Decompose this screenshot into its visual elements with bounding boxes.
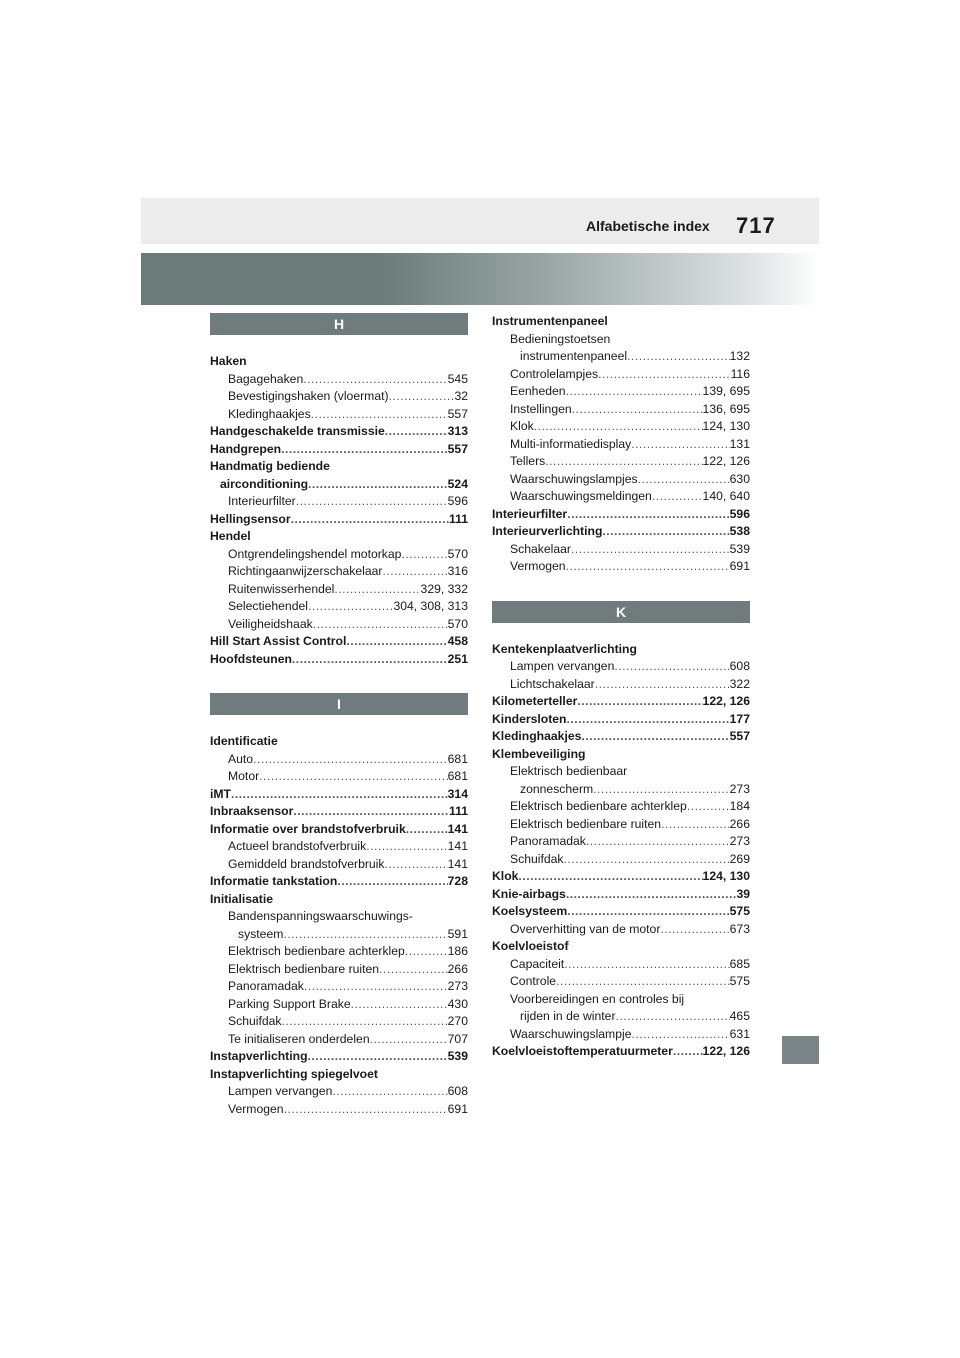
index-subentry-continued: zonnescherm ..... 273 (492, 781, 750, 799)
index-subentry-continued: systeem ..... 591 (210, 926, 468, 944)
index-subentry: Oververhitting van de motor ..... 673 (492, 921, 750, 939)
index-entry: Hellingsensor ..... 111 (210, 511, 468, 529)
index-subentry: Klok ..... 124, 130 (492, 418, 750, 436)
index-entry: Kilometerteller ..... 122, 126 (492, 693, 750, 711)
index-subentry: Interieurfilter ..... 596 (210, 493, 468, 511)
letter-heading-h: H (210, 313, 468, 335)
index-subentry-continued: rijden in de winter ..... 465 (492, 1008, 750, 1026)
section-title: Alfabetische index (586, 218, 710, 234)
index-subentry: Bedieningstoetsen (510, 331, 611, 346)
page-number: 717 (736, 213, 776, 238)
index-subentry: Lichtschakelaar ..... 322 (492, 676, 750, 694)
index-subentry: Actueel brandstofverbruik ..... 141 (210, 838, 468, 856)
index-entry: Interieurfilter ..... 596 (492, 506, 750, 524)
index-entry: Koelsysteem ..... 575 (492, 903, 750, 921)
index-entry: iMT ..... 314 (210, 786, 468, 804)
index-entry: Hendel (210, 529, 251, 543)
index-subentry: Vermogen ..... 691 (492, 558, 750, 576)
index-entry: Klembeveiliging (492, 746, 586, 761)
index-subentry: Lampen vervangen ..... 608 (492, 658, 750, 676)
chapter-tab (782, 1036, 819, 1064)
index-column-right (492, 313, 750, 1061)
index-entry: Hoofdsteunen ..... 251 (210, 651, 468, 669)
index-entry: Klok ..... 124, 130 (492, 868, 750, 886)
index-entry: Handmatig bediende (210, 459, 330, 473)
index-subentry: Tellers ..... 122, 126 (492, 453, 750, 471)
index-entry: Handgrepen ..... 557 (210, 441, 468, 459)
index-subentry: Selectiehendel ..... 304, 308, 313 (210, 598, 468, 616)
index-entry: Hill Start Assist Control ..... 458 (210, 633, 468, 651)
index-subentry: Capaciteit ..... 685 (492, 956, 750, 974)
index-subentry: Bandenspanningswaarschuwings- (228, 909, 413, 923)
index-entry: Kindersloten ..... 177 (492, 711, 750, 729)
index-subentry: Elektrisch bedienbaar (510, 764, 628, 778)
index-subentry: Elektrisch bedienbare ruiten ..... 266 (210, 961, 468, 979)
index-entry: Informatie tankstation ..... 728 (210, 873, 468, 891)
index-subentry: Controle ..... 575 (492, 973, 750, 991)
index-subentry: Waarschuwingsmeldingen ..... 140, 640 (492, 488, 750, 506)
index-subentry: Parking Support Brake ..... 430 (210, 996, 468, 1014)
index-subentry: Bagagehaken ..... 545 (210, 371, 468, 389)
index-subentry: Auto ..... 681 (210, 751, 468, 769)
index-entry: Koelvloeistof (492, 939, 569, 953)
index-subentry: Waarschuwingslampjes ..... 630 (492, 471, 750, 489)
index-subentry: Elektrisch bedienbare achterklep ..... 184 (492, 798, 750, 816)
index-entry: Informatie over brandstofverbruik ..... 141 (210, 821, 468, 839)
index-entry: Inbraaksensor ..... 111 (210, 803, 468, 821)
index-subentry: Ontgrendelingshendel motorkap ..... 570 (210, 546, 468, 564)
letter-heading-i: I (210, 693, 468, 715)
index-subentry: Lampen vervangen ..... 608 (210, 1083, 468, 1101)
index-subentry: Elektrisch bedienbare ruiten ..... 266 (492, 816, 750, 834)
index-subentry: Veiligheidshaak ..... 570 (210, 616, 468, 634)
header-banner (141, 253, 819, 305)
index-subentry: Eenheden ..... 139, 695 (492, 383, 750, 401)
index-subentry-continued: instrumentenpaneel ..... 132 (492, 348, 750, 366)
index-subentry: Instellingen ..... 136, 695 (492, 401, 750, 419)
index-entry: Identificatie (210, 734, 278, 748)
index-subentry: Bevestigingshaken (vloermat) ..... 32 (210, 388, 468, 406)
index-entry: Kentekenplaatverlichting (492, 641, 637, 656)
index-subentry: Schuifdak ..... 269 (492, 851, 750, 869)
index-column-left (210, 313, 468, 1118)
index-entry: Haken (210, 354, 247, 368)
index-subentry: Schuifdak ..... 270 (210, 1013, 468, 1031)
index-subentry: Elektrisch bedienbare achterklep ..... 186 (210, 943, 468, 961)
index-entry: Kledinghaakjes ..... 557 (492, 728, 750, 746)
index-entry: Initialisatie (210, 891, 273, 906)
index-subentry: Richtingaanwijzerschakelaar ..... 316 (210, 563, 468, 581)
index-entry: Interieurverlichting ..... 538 (492, 523, 750, 541)
index-subentry: Te initialiseren onderdelen ..... 707 (210, 1031, 468, 1049)
index-entry: Koelvloeistoftemperatuurmeter ..... 122, 126 (492, 1043, 750, 1061)
index-subentry: Ruitenwisserhendel ..... 329, 332 (210, 581, 468, 599)
index-entry-continued: airconditioning ..... 524 (210, 476, 468, 494)
index-subentry: Schakelaar ..... 539 (492, 541, 750, 559)
index-subentry: Controlelampjes ..... 116 (492, 366, 750, 384)
index-subentry: Vermogen ..... 691 (210, 1101, 468, 1119)
index-entry: Instrumentenpaneel (492, 314, 608, 328)
index-subentry: Motor ..... 681 (210, 768, 468, 786)
index-subentry: Gemiddeld brandstofverbruik ..... 141 (210, 856, 468, 874)
index-subentry: Waarschuwingslampje ..... 631 (492, 1026, 750, 1044)
index-subentry: Voorbereidingen en controles bij (510, 991, 685, 1006)
letter-heading-k: K (492, 601, 750, 623)
header-bar (141, 198, 819, 244)
index-entry: Knie-airbags ..... 39 (492, 886, 750, 904)
index-entry: Instapverlichting spiegelvoet (210, 1066, 378, 1081)
index-subentry: Panoramadak ..... 273 (492, 833, 750, 851)
index-subentry: Kledinghaakjes ..... 557 (210, 406, 468, 424)
index-subentry: Multi-informatiedisplay ..... 131 (492, 436, 750, 454)
index-subentry: Panoramadak ..... 273 (210, 978, 468, 996)
index-entry: Handgeschakelde transmissie ..... 313 (210, 423, 468, 441)
index-entry: Instapverlichting ..... 539 (210, 1048, 468, 1066)
